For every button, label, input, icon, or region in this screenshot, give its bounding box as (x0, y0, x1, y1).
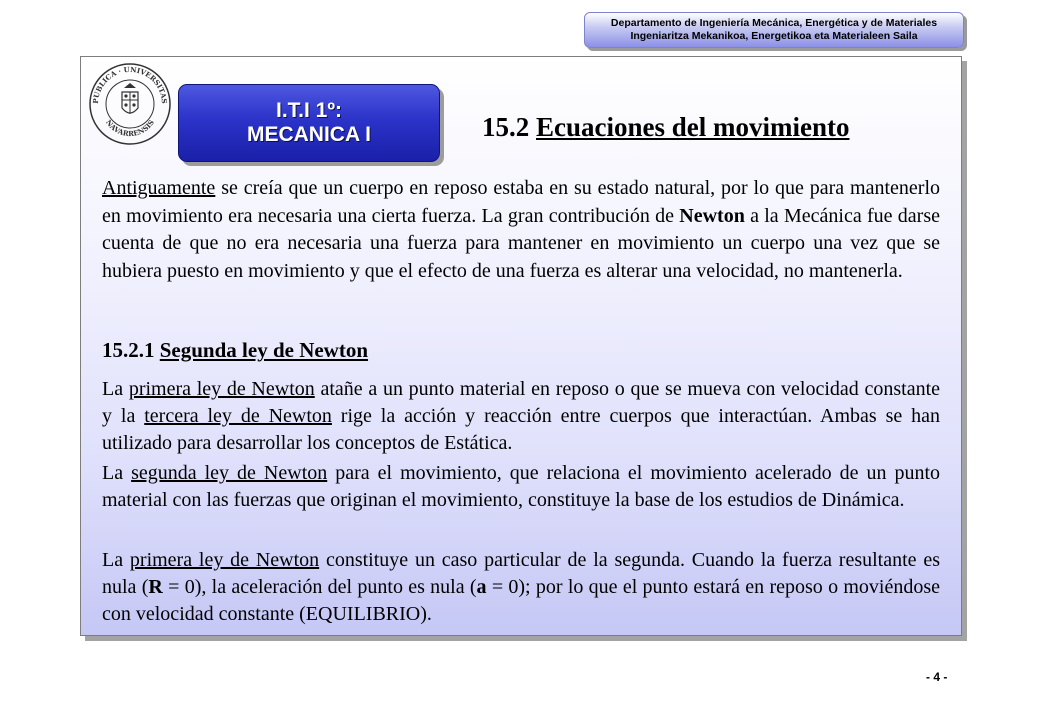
section-title (482, 112, 942, 143)
p1-text-c: rige la acción y reacción entre cuerpos que interactúan. Ambas se han utilizado para desarrollar los conceptos de Estática. (102, 405, 940, 454)
svg-text:PUBLICA · UNIVERSITAS: PUBLICA · UNIVERSITAS (90, 64, 170, 104)
p3-text-c: = 0), la aceleración del punto es nula ( (162, 576, 477, 598)
subsection-number: 15.2.1 (102, 338, 160, 362)
paragraph-first-third-law (102, 376, 940, 457)
p3-text-b: constituye un caso particular de la segunda. Cuando la fuerza resultante es nula ( (102, 549, 941, 598)
page-number: - 4 - (926, 670, 948, 684)
department-name-eu: Ingeniaritza Mekanikoa, Energetikoa eta Materialeen Saila (630, 30, 918, 42)
first-law-link-text: primera ley de Newton (128, 378, 315, 400)
svg-text:NAVARRENSIS: NAVARRENSIS (104, 117, 156, 139)
second-law-text: segunda ley de Newton (131, 462, 328, 484)
p2-text-a: La (102, 462, 132, 484)
university-seal-icon (88, 62, 172, 146)
department-name-es: Departamento de Ingeniería Mecánica, Energética y de Materiales (610, 17, 938, 29)
p1-text-a: La (102, 378, 129, 400)
intro-text-2: a la Mecánica fue darse cuenta de que no era necesaria una fuerza para mantener en movimiento un cuerpo una vez que se hubiera puesto en movimiento y que el efecto de una fuerza es alterar una velocidad, no mantenerla. (102, 204, 940, 282)
p1-text-b: atañe a un punto material en reposo o que se mueva con velocidad constante y la (102, 378, 941, 427)
p2-text-b: para el movimiento, que relaciona el movimiento acelerado de un punto material con las fuerzas que originan el movimiento, constituye la base de los estudios de Dinámica. (102, 462, 940, 511)
course-name: MECANICA I (246, 123, 372, 146)
intro-paragraph (102, 175, 940, 285)
resultant-force-symbol: R (148, 576, 163, 598)
third-law-link-text: tercera ley de Newton (144, 405, 332, 427)
p3-text-d: = 0); por lo que el punto estará en reposo o moviéndose con velocidad constante (EQUILIBRIO). (102, 576, 941, 625)
acceleration-symbol: a (476, 576, 487, 598)
first-law-text-2: primera ley de Newton (129, 549, 320, 571)
intro-underlined-word: Antiguamente (102, 177, 216, 199)
department-header (584, 12, 964, 48)
intro-text-1: se creía que un cuerpo en reposo estaba en su estado natural, por lo que para mantenerlo en movimiento era necesaria una cierta fuerza. La gran contribución de (102, 177, 940, 227)
section-title-text: Ecuaciones del movimiento (536, 112, 850, 142)
paragraph-second-law (102, 460, 940, 514)
course-badge (178, 84, 440, 162)
p3-text-a: La (102, 549, 130, 571)
course-code: I.T.I 1º: (275, 99, 342, 122)
paragraph-equilibrium (102, 547, 940, 628)
subsection-title (102, 338, 368, 363)
section-number: 15.2 (482, 112, 536, 142)
intro-bold-newton: Newton (679, 204, 745, 227)
subsection-title-text: Segunda ley de Newton (159, 338, 369, 362)
